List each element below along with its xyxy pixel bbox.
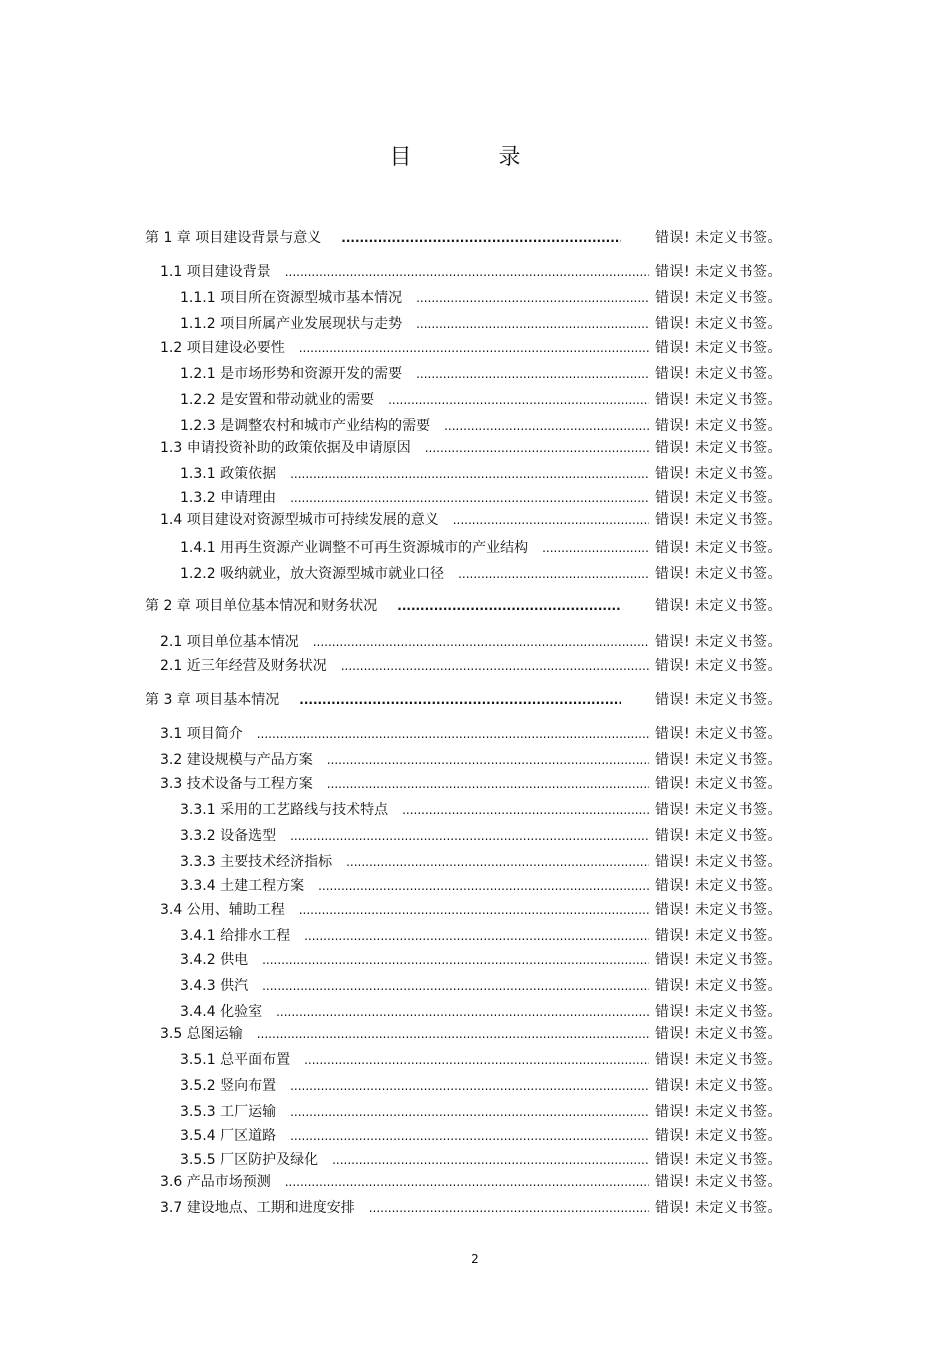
toc-entry[interactable] (160, 774, 800, 794)
toc-dot-leader (290, 1102, 649, 1122)
page-number: 2 (471, 1252, 479, 1266)
toc-dot-leader (276, 1002, 649, 1022)
toc-entry[interactable] (160, 510, 800, 530)
toc-dot-leader (397, 596, 621, 616)
toc-entry-label: 3.5.2 竖向布置 (180, 1078, 277, 1094)
toc-entry[interactable] (160, 724, 800, 744)
toc-dot-leader (332, 1150, 649, 1170)
toc-entry-page-ref: 错误! 未定义书签。 (655, 340, 783, 356)
toc-entry-page-ref: 错误! 未定义书签。 (655, 1152, 783, 1168)
toc-entry[interactable] (180, 852, 800, 872)
toc-entry-label: 3.6 产品市场预测 (160, 1174, 271, 1190)
toc-entry-page-ref: 错误! 未定义书签。 (655, 316, 783, 332)
toc-entry-page-ref: 错误! 未定义书签。 (655, 952, 783, 968)
toc-entry-page-ref: 错误! 未定义书签。 (655, 290, 783, 306)
toc-entry-label: 第 1 章 项目建设背景与意义 (145, 230, 322, 246)
toc-entry-page-ref: 错误! 未定义书签。 (655, 418, 783, 434)
toc-entry-page-ref: 错误! 未定义书签。 (655, 512, 783, 528)
toc-entry-page-ref: 错误! 未定义书签。 (655, 1200, 783, 1216)
toc-dot-leader (402, 800, 649, 820)
toc-entry-page-ref: 错误! 未定义书签。 (655, 828, 783, 844)
toc-dot-leader (290, 488, 649, 508)
toc-entry-label: 第 3 章 项目基本情况 (145, 692, 280, 708)
toc-dot-leader (304, 926, 649, 946)
toc-entry[interactable] (180, 976, 800, 996)
toc-dot-leader (416, 364, 649, 384)
toc-entry-page-ref: 错误! 未定义书签。 (655, 466, 783, 482)
toc-entry[interactable] (145, 596, 800, 616)
toc-entry-page-ref: 错误! 未定义书签。 (655, 634, 783, 650)
toc-entry[interactable] (160, 656, 800, 676)
toc-entry-page-ref: 错误! 未定义书签。 (655, 566, 783, 582)
toc-entry[interactable] (160, 1172, 800, 1192)
toc-entry-page-ref: 错误! 未定义书签。 (655, 264, 783, 280)
toc-entry[interactable] (180, 1126, 800, 1146)
toc-dot-leader (318, 876, 649, 896)
toc-entry-page-ref: 错误! 未定义书签。 (655, 1078, 783, 1094)
toc-entry-label: 3.4.4 化验室 (180, 1004, 263, 1020)
toc-entry-label: 3.3 技术设备与工程方案 (160, 776, 313, 792)
toc-entry-page-ref: 错误! 未定义书签。 (655, 1128, 783, 1144)
toc-dot-leader (416, 288, 649, 308)
toc-entry-label: 3.4.2 供电 (180, 952, 249, 968)
toc-entry-label: 3.3.4 土建工程方案 (180, 878, 305, 894)
toc-entry-page-ref: 错误! 未定义书签。 (655, 392, 783, 408)
toc-dot-leader (313, 632, 649, 652)
toc-entry[interactable] (180, 314, 800, 334)
toc-entry-page-ref: 错误! 未定义书签。 (655, 230, 783, 246)
toc-entry-page-ref: 错误! 未定义书签。 (655, 692, 783, 708)
toc-entry-page-ref: 错误! 未定义书签。 (655, 1104, 783, 1120)
toc-dot-leader (290, 826, 649, 846)
toc-entry-page-ref: 错误! 未定义书签。 (655, 902, 783, 918)
toc-entry-page-ref: 错误! 未定义书签。 (655, 598, 783, 614)
toc-entry-label: 1.4 项目建设对资源型城市可持续发展的意义 (160, 512, 439, 528)
toc-entry-label: 2.1 近三年经营及财务状况 (160, 658, 327, 674)
toc-entry-label: 1.2.1 是市场形势和资源开发的需要 (180, 366, 403, 382)
toc-entry-label: 3.2 建设规模与产品方案 (160, 752, 313, 768)
toc-entry-label: 1.2 项目建设必要性 (160, 340, 285, 356)
toc-dot-leader (290, 1126, 649, 1146)
toc-dot-leader (262, 950, 649, 970)
toc-entry[interactable] (180, 364, 800, 384)
toc-dot-leader (542, 538, 649, 558)
toc-dot-leader (453, 510, 649, 530)
page-title: 目 录 (389, 145, 561, 170)
toc-entry-label: 1.1.1 项目所在资源型城市基本情况 (180, 290, 403, 306)
toc-dot-leader (285, 1172, 649, 1192)
toc-entry-label: 1.3 申请投资补助的政策依据及申请原因 (160, 440, 411, 456)
toc-dot-leader (257, 1024, 649, 1044)
toc-entry[interactable] (160, 632, 800, 652)
toc-entry[interactable] (160, 750, 800, 770)
toc-entry-page-ref: 错误! 未定义书签。 (655, 366, 783, 382)
toc-entry-label: 1.1 项目建设背景 (160, 264, 271, 280)
toc-entry-label: 3.5.4 厂区道路 (180, 1128, 277, 1144)
toc-dot-leader (262, 976, 649, 996)
toc-entry[interactable] (160, 900, 800, 920)
toc-entry[interactable] (180, 1050, 800, 1070)
toc-entry[interactable] (160, 338, 800, 358)
toc-entry-label: 3.1 项目简介 (160, 726, 243, 742)
toc-entry-label: 1.2.3 是调整农村和城市产业结构的需要 (180, 418, 431, 434)
toc-entry-label: 第 2 章 项目单位基本情况和财务状况 (145, 598, 378, 614)
toc-entry[interactable] (180, 876, 800, 896)
toc-entry[interactable] (180, 926, 800, 946)
toc-entry[interactable] (180, 950, 800, 970)
toc-entry[interactable] (180, 538, 800, 558)
toc-entry-page-ref: 错误! 未定义书签。 (655, 1174, 783, 1190)
toc-dot-leader (299, 690, 621, 710)
toc-entry-label: 1.4.1 用再生资源产业调整不可再生资源城市的产业结构 (180, 540, 529, 556)
toc-entry-label: 3.7 建设地点、工期和进度安排 (160, 1200, 355, 1216)
toc-entry-label: 3.3.2 设备选型 (180, 828, 277, 844)
toc-entry-page-ref: 错误! 未定义书签。 (655, 658, 783, 674)
toc-dot-leader (341, 656, 649, 676)
toc-entry-label: 1.3.1 政策依据 (180, 466, 277, 482)
toc-entry-page-ref: 错误! 未定义书签。 (655, 854, 783, 870)
toc-dot-leader (444, 416, 649, 436)
toc-entry-page-ref: 错误! 未定义书签。 (655, 1052, 783, 1068)
toc-entry-page-ref: 错误! 未定义书签。 (655, 540, 783, 556)
toc-entry-label: 3.5.5 厂区防护及绿化 (180, 1152, 319, 1168)
toc-entry-label: 1.3.2 申请理由 (180, 490, 277, 506)
toc-dot-leader (458, 564, 649, 584)
toc-entry[interactable] (180, 1002, 800, 1022)
toc-entry-page-ref: 错误! 未定义书签。 (655, 752, 783, 768)
toc-entry-page-ref: 错误! 未定义书签。 (655, 1026, 783, 1042)
toc-entry-page-ref: 错误! 未定义书签。 (655, 878, 783, 894)
toc-entry-page-ref: 错误! 未定义书签。 (655, 928, 783, 944)
toc-dot-leader (299, 900, 649, 920)
toc-entry-label: 3.5 总图运输 (160, 1026, 243, 1042)
toc-entry[interactable] (180, 464, 800, 484)
toc-entry[interactable] (180, 1102, 800, 1122)
toc-entry-label: 3.4.1 给排水工程 (180, 928, 291, 944)
toc-entry-label: 2.1 项目单位基本情况 (160, 634, 299, 650)
toc-entry[interactable] (180, 390, 800, 410)
toc-entry-page-ref: 错误! 未定义书签。 (655, 490, 783, 506)
toc-entry-page-ref: 错误! 未定义书签。 (655, 802, 783, 818)
toc-dot-leader (416, 314, 649, 334)
toc-entry[interactable] (145, 228, 800, 248)
toc-entry[interactable] (160, 1198, 800, 1218)
toc-entry-page-ref: 错误! 未定义书签。 (655, 440, 783, 456)
toc-dot-leader (304, 1050, 649, 1070)
toc-entry[interactable] (180, 564, 800, 584)
toc-entry[interactable] (180, 288, 800, 308)
toc-dot-leader (327, 774, 649, 794)
toc-entry[interactable] (160, 262, 800, 282)
toc-entry[interactable] (160, 1024, 800, 1044)
toc-dot-leader (369, 1198, 649, 1218)
toc-dot-leader (388, 390, 649, 410)
toc-entry[interactable] (180, 416, 800, 436)
toc-entry-label: 3.5.1 总平面布置 (180, 1052, 291, 1068)
toc-dot-leader (290, 464, 649, 484)
toc-entry-label: 3.4 公用、辅助工程 (160, 902, 285, 918)
toc-entry-page-ref: 错误! 未定义书签。 (655, 978, 783, 994)
toc-entry[interactable] (180, 826, 800, 846)
toc-dot-leader (299, 338, 649, 358)
toc-entry-label: 3.3.3 主要技术经济指标 (180, 854, 333, 870)
toc-dot-leader (290, 1076, 649, 1096)
toc-dot-leader (346, 852, 649, 872)
toc-dot-leader (341, 228, 621, 248)
toc-entry-label: 3.5.3 工厂运输 (180, 1104, 277, 1120)
toc-entry-label: 1.1.2 项目所属产业发展现状与走势 (180, 316, 403, 332)
toc-dot-leader (327, 750, 649, 770)
toc-entry-label: 3.4.3 供汽 (180, 978, 249, 994)
toc-entry[interactable] (180, 1076, 800, 1096)
toc-entry[interactable] (180, 800, 800, 820)
toc-entry[interactable] (145, 690, 800, 710)
toc-entry-page-ref: 错误! 未定义书签。 (655, 776, 783, 792)
toc-entry-page-ref: 错误! 未定义书签。 (655, 1004, 783, 1020)
toc-entry-label: 1.2.2 吸纳就业，放大资源型城市就业口径 (180, 566, 445, 582)
toc-entry-label: 3.3.1 采用的工艺路线与技术特点 (180, 802, 389, 818)
toc-entry-page-ref: 错误! 未定义书签。 (655, 726, 783, 742)
toc-entry[interactable] (180, 1150, 800, 1170)
toc-entry[interactable] (160, 438, 800, 458)
toc-dot-leader (257, 724, 649, 744)
toc-entry-label: 1.2.2 是安置和带动就业的需要 (180, 392, 375, 408)
toc-dot-leader (425, 438, 649, 458)
toc-dot-leader (285, 262, 649, 282)
toc-entry[interactable] (180, 488, 800, 508)
